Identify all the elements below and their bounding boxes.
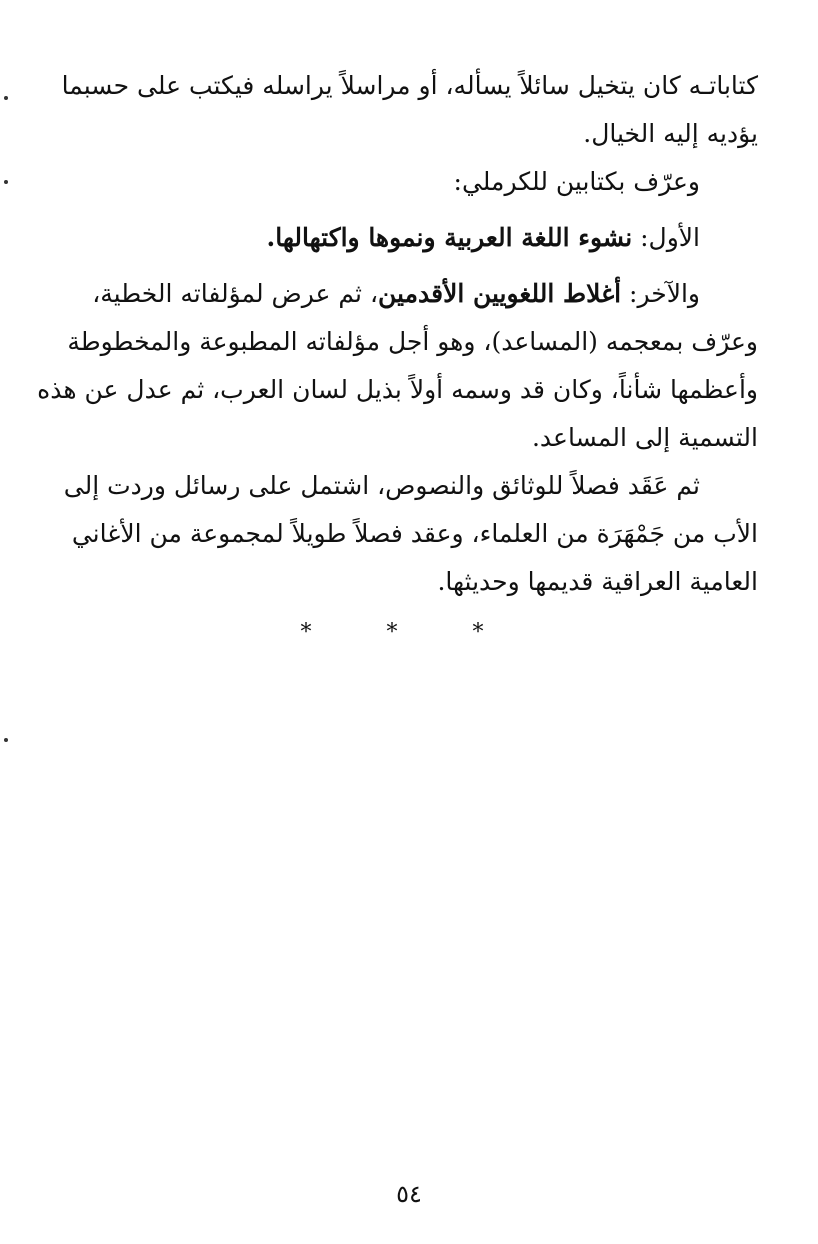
text-line: ثم عَقَد فصلاً للوثائق والنصوص، اشتمل على رسائل وردت إلى <box>63 471 700 500</box>
text-line: العامية العراقية قديمها وحديثها. <box>437 567 758 596</box>
label-second: والآخر: <box>621 279 700 308</box>
page-number: ٥٤ <box>396 1180 422 1208</box>
text-line: وأعظمها شأناً، وكان قد وسمه أولاً بذيل لسان العرب، ثم عدل عن هذه <box>37 375 758 404</box>
text-line <box>84 214 758 262</box>
label-first: الأول: <box>632 223 700 252</box>
book-title-first: نشوء اللغة العربية ونموها واكتهالها. <box>266 223 633 252</box>
text-line: وعرّف بكتابين للكرملي: <box>453 167 700 196</box>
text-run: ، ثم عرض لمؤلفاته الخطية، <box>92 279 379 308</box>
paragraph-documents <box>63 462 758 606</box>
paragraph-continuation <box>61 62 758 158</box>
text-line: يؤديه إليه الخيال. <box>583 119 758 148</box>
margin-dot <box>4 96 8 100</box>
text-line: التسمية إلى المساعد. <box>531 423 758 452</box>
paragraph-first-book <box>84 214 758 262</box>
paragraph-intro <box>84 158 758 206</box>
margin-dot <box>4 738 8 742</box>
margin-dot <box>4 180 8 184</box>
paragraph-second-book <box>37 270 758 462</box>
text-line: وعرّف بمعجمه (المساعد)، وهو أجل مؤلفاته المطبوعة والمخطوطة <box>67 327 758 356</box>
section-separator: * * * <box>300 620 518 645</box>
text-line <box>84 270 758 318</box>
text-line: الأب من جَمْهَرَة من العلماء، وعقد فصلاً طويلاً لمجموعة من الأغاني <box>71 519 758 548</box>
text-line: كتاباتـه كان يتخيل سائلاً يسأله، أو مراسلاً يراسله فيكتب على حسبما <box>61 71 758 100</box>
book-title-second: أغلاط اللغويين الأقدمين <box>378 279 622 308</box>
